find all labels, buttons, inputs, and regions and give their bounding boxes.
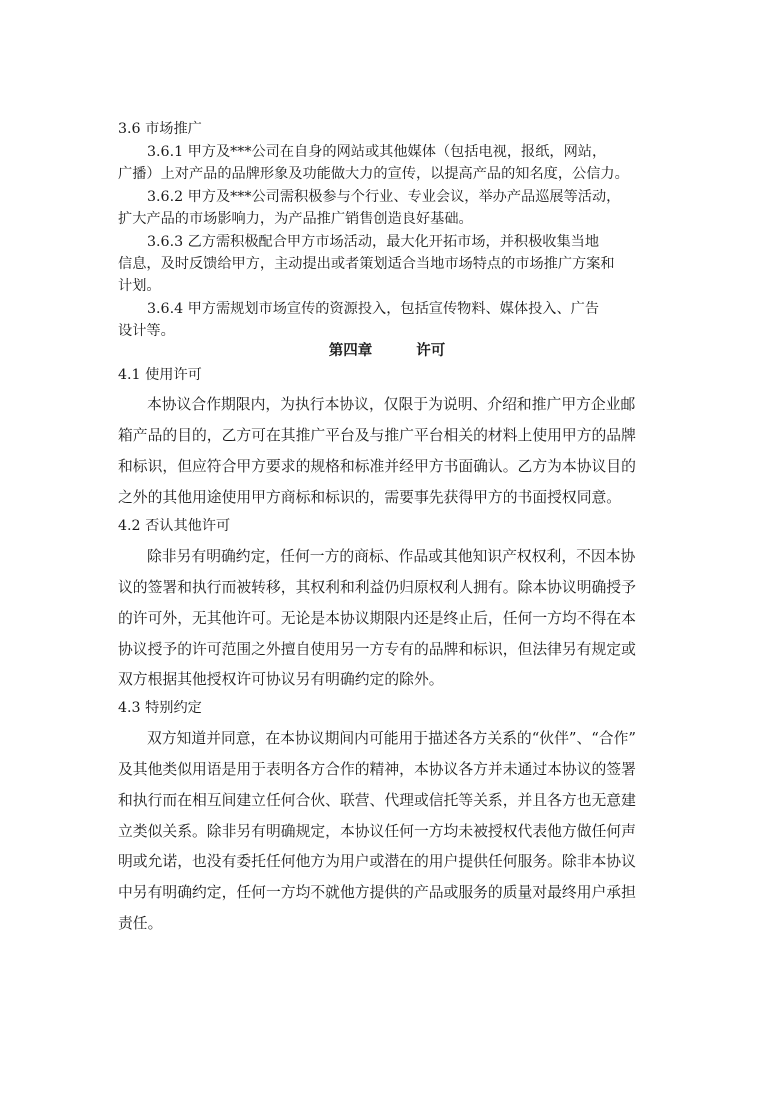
paragraph-4-1-line-1: 本协议合作期限内，为执行本协议，仅限于为说明、介绍和推广甲方企业邮 — [147, 396, 636, 413]
section-heading-4-3: 4.3 特别约定 — [118, 700, 202, 716]
paragraph-4-2-line-4: 协议授予的许可范围之外擅自使用另一方专有的品牌和标识，但法律另有规定或 — [118, 641, 636, 658]
paragraph-3-6-1-line-1: 3.6.1 甲方及***公司在自身的网站或其他媒体（包括电视，报纸，网站， — [147, 144, 607, 160]
chapter-title: 许可 — [416, 343, 446, 359]
chapter-number: 第四章 — [328, 343, 373, 359]
paragraph-4-3-line-2: 及其他类似用语是用于表明各方合作的精神，本协议各方并未通过本协议的签署 — [118, 761, 636, 778]
paragraph-4-2-line-1: 除非另有明确约定，任何一方的商标、作品或其他知识产权权利，不因本协 — [147, 548, 636, 565]
paragraph-3-6-2-line-2: 扩大产品的市场影响力，为产品推广销售创造良好基础。 — [118, 211, 473, 227]
paragraph-4-2-line-5: 双方根据其他授权许可协议另有明确约定的除外。 — [118, 671, 444, 688]
paragraph-4-2-line-2: 议的签署和执行而被转移，其权利和利益仍归原权利人拥有。除本协议明确授予 — [118, 579, 636, 596]
chapter-heading — [0, 339, 774, 360]
section-heading-3-6: 3.6 市场推广 — [118, 121, 202, 137]
paragraph-3-6-3-line-1: 3.6.3 乙方需积极配合甲方市场活动，最大化开拓市场，并积极收集当地 — [147, 234, 600, 250]
paragraph-4-3-line-1: 双方知道并同意，在本协议期间内可能用于描述各方关系的“伙伴”、“合作” — [147, 730, 636, 747]
paragraph-4-1-line-2: 箱产品的目的，乙方可在其推广平台及与推广平台相关的材料上使用甲方的品牌 — [118, 427, 636, 444]
paragraph-3-6-3-line-3: 计划。 — [118, 278, 161, 294]
section-heading-4-1: 4.1 使用许可 — [118, 367, 202, 383]
paragraph-3-6-1-line-2: 广播）上对产品的品牌形象及功能做大力的宣传，以提高产品的知名度，公信力。 — [118, 166, 629, 182]
paragraph-4-3-line-3: 和执行而在相互间建立任何合伙、联营、代理或信托等关系，并且各方也无意建 — [118, 792, 636, 809]
paragraph-3-6-4-line-2: 设计等。 — [118, 323, 175, 339]
paragraph-4-1-line-3: 和标识，但应符合甲方要求的规格和标准并经甲方书面确认。乙方为本协议目的 — [118, 458, 636, 475]
paragraph-3-6-4-line-1: 3.6.4 甲方需规划市场宣传的资源投入，包括宣传物料、媒体投入、广告 — [147, 301, 600, 317]
paragraph-3-6-2-line-1: 3.6.2 甲方及***公司需积极参与个行业、专业会议，举办产品巡展等活动， — [147, 189, 621, 205]
paragraph-3-6-3-line-2: 信息，及时反馈给甲方，主动提出或者策划适合当地市场特点的市场推广方案和 — [118, 256, 615, 272]
paragraph-4-3-line-4: 立类似关系。除非另有明确规定，本协议任何一方均未被授权代表他方做任何声 — [118, 823, 636, 840]
paragraph-4-3-line-7: 责任。 — [118, 915, 163, 932]
paragraph-4-3-line-5: 明或允诺，也没有委托任何他方为用户或潜在的用户提供任何服务。除非本协议 — [118, 853, 636, 870]
paragraph-4-3-line-6: 中另有明确约定，任何一方均不就他方提供的产品或服务的质量对最终用户承担 — [118, 884, 636, 901]
paragraph-4-2-line-3: 的许可外，无其他许可。无论是本协议期限内还是终止后，任何一方均不得在本 — [118, 610, 636, 627]
paragraph-4-1-line-4: 之外的其他用途使用甲方商标和标识的，需要事先获得甲方的书面授权同意。 — [118, 489, 622, 506]
section-heading-4-2: 4.2 否认其他许可 — [118, 518, 231, 534]
